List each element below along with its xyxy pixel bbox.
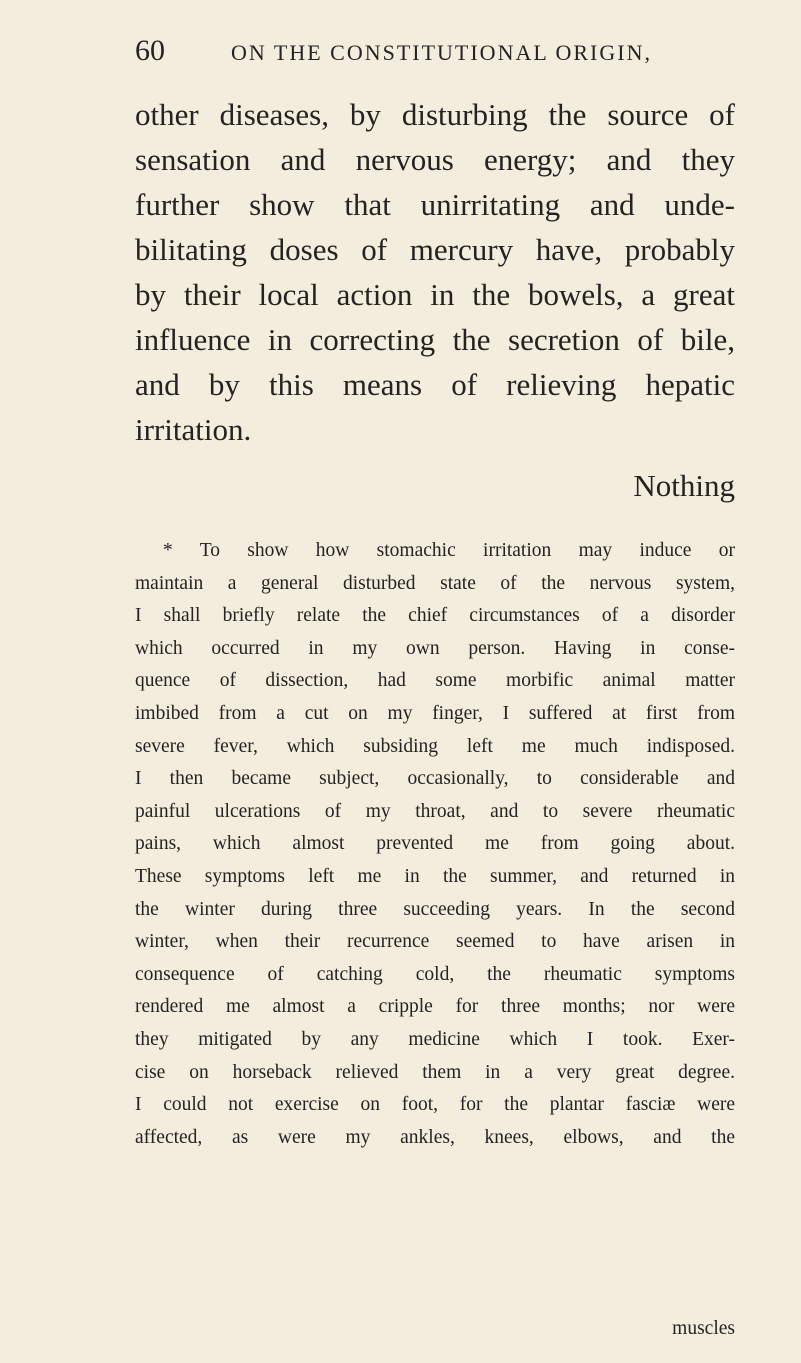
- footnote-line: severe fever, which subsiding left me much indisposed.: [135, 735, 735, 757]
- footnote-line: which occurred in my own person. Having in conse-: [135, 637, 735, 659]
- page-number: 60: [135, 34, 165, 67]
- footnote-line: maintain a general disturbed state of the nervous system,: [135, 572, 735, 594]
- footnote-line: the winter during three succeeding years. In the second: [135, 898, 735, 920]
- text-line: influence in correcting the secretion of bile,: [135, 322, 735, 357]
- text-line: further show that unirritating and unde-: [135, 187, 735, 222]
- footnote-line: cise on horseback relieved them in a very great degree.: [135, 1061, 735, 1083]
- text-line: and by this means of relieving hepatic: [135, 367, 735, 402]
- footnote: [135, 535, 735, 1154]
- footnote-line: imbibed from a cut on my finger, I suffered at first from: [135, 702, 735, 724]
- page-header: [135, 34, 695, 84]
- running-head: ON THE CONSTITUTIONAL ORIGIN,: [231, 40, 652, 65]
- footnote-line: consequence of catching cold, the rheumatic symptoms: [135, 963, 735, 985]
- footnote-line: rendered me almost a cripple for three months; nor were: [135, 996, 735, 1018]
- text-line: other diseases, by disturbing the source of: [135, 97, 735, 132]
- footnote-catchword: muscles: [672, 1318, 735, 1339]
- text-line: sensation and nervous energy; and they: [135, 142, 735, 177]
- footnote-line: pains, which almost prevented me from going about.: [135, 833, 735, 855]
- text-line: irritation.: [135, 412, 252, 447]
- footnote-line: * To show how stomachic irritation may induce or: [163, 540, 735, 561]
- footnote-line: they mitigated by any medicine which I took. Exer-: [135, 1028, 735, 1050]
- footnote-line: painful ulcerations of my throat, and to severe rheumatic: [135, 800, 735, 822]
- text-line: bilitating doses of mercury have, probably: [135, 232, 735, 267]
- footnote-line: I then became subject, occasionally, to considerable and: [135, 768, 735, 790]
- footnote-line: These symptoms left me in the summer, and returned in: [135, 865, 735, 887]
- catchword: Nothing: [633, 468, 735, 503]
- main-text: [135, 92, 735, 452]
- footnote-line: quence of dissection, had some morbific animal matter: [135, 670, 735, 692]
- footnote-line: winter, when their recurrence seemed to have arisen in: [135, 931, 735, 953]
- footnote-line: I could not exercise on foot, for the plantar fasciæ were: [135, 1094, 735, 1116]
- footnote-line: affected, as were my ankles, knees, elbows, and the: [135, 1126, 735, 1148]
- text-line: by their local action in the bowels, a great: [135, 277, 735, 312]
- footnote-line: I shall briefly relate the chief circumstances of a disorder: [135, 605, 735, 627]
